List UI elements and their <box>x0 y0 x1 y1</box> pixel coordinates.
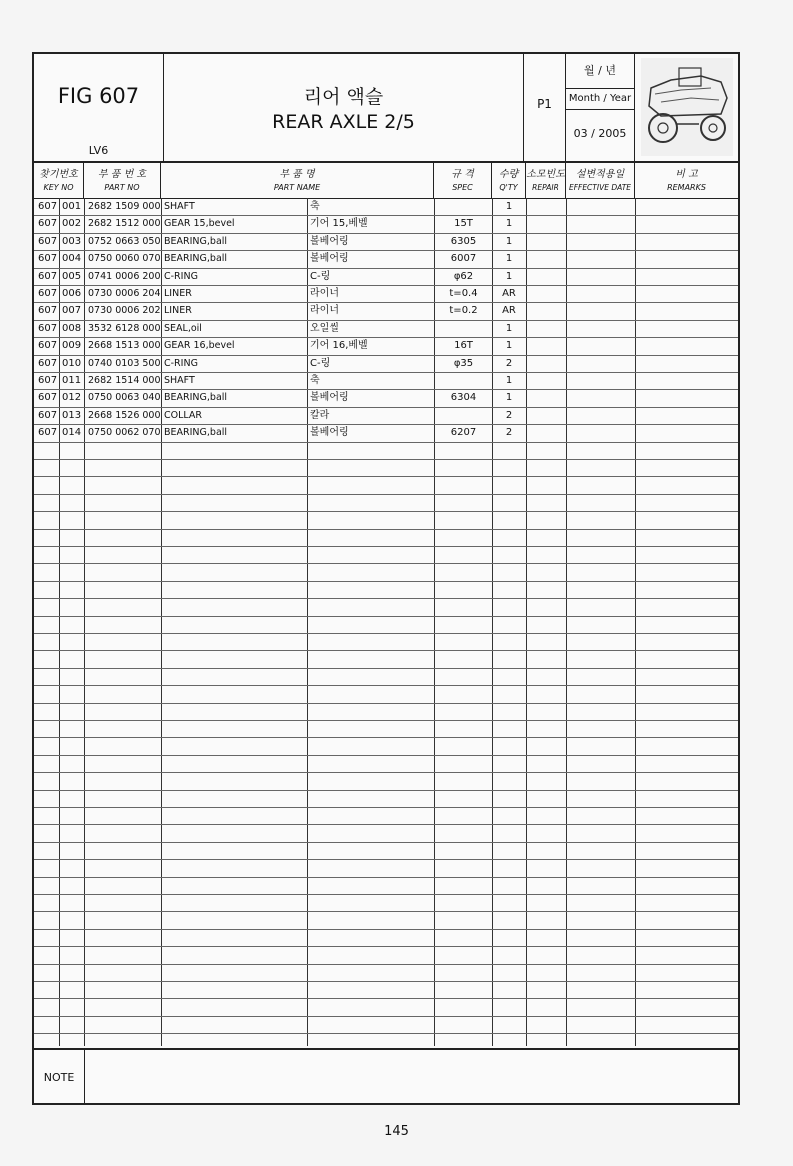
month-year-cell <box>566 54 635 161</box>
table-row <box>34 250 738 267</box>
row-line <box>34 650 738 651</box>
cell-fig: 607 <box>38 288 58 299</box>
row-line <box>34 877 738 878</box>
col-qty-ko: 수량 <box>498 169 519 180</box>
row-line <box>34 598 738 599</box>
cell-key-no: 001 <box>62 201 82 212</box>
row-line <box>34 842 738 843</box>
cell-key-no: 012 <box>62 392 82 404</box>
cell-part-name-ko: 기어 16,베벨 <box>310 340 368 352</box>
cell-part-name: LINER <box>164 288 192 299</box>
col-effective-en: EFFECTIVE DATE <box>568 183 632 192</box>
cell-key-no: 003 <box>62 235 82 247</box>
cell-part-name-ko: 축 <box>310 201 320 212</box>
col-spec-ko: 규 격 <box>451 169 474 180</box>
row-line <box>34 929 738 930</box>
col-remarks-en: REMARKS <box>667 183 706 192</box>
cell-part-no: 0741 0006 200 <box>88 270 161 282</box>
col-repair-en: REPAIR <box>532 183 559 192</box>
title-korean: 리어 액슬 <box>303 86 384 108</box>
col-repair <box>526 161 566 198</box>
model-label: LV6 <box>88 144 109 157</box>
row-line <box>34 790 738 791</box>
col-remarks-ko: 비 고 <box>675 169 698 180</box>
table-row <box>34 407 738 424</box>
col-spec-en: SPEC <box>452 183 473 192</box>
cell-part-no: 0752 0663 050 <box>88 235 161 247</box>
table-row <box>34 372 738 389</box>
cell-part-no: 2668 1526 000 <box>88 409 161 421</box>
cell-key-no: 011 <box>62 375 82 386</box>
cell-part-no: 0730 0006 202 <box>88 305 161 317</box>
cell-key-no: 002 <box>62 218 82 230</box>
cell-part-no: 0740 0103 500 <box>88 357 161 369</box>
cell-fig: 607 <box>38 305 58 317</box>
cell-qty: 1 <box>505 270 513 282</box>
row-line <box>34 755 738 756</box>
cell-key-no: 007 <box>62 305 82 317</box>
cell-part-no: 2682 1512 000 <box>88 218 161 230</box>
cell-part-name: BEARING,ball <box>164 235 228 247</box>
row-line <box>34 459 738 460</box>
row-line <box>34 824 738 825</box>
cell-qty: 2 <box>505 427 513 439</box>
table-row <box>34 424 738 441</box>
row-line <box>34 807 738 808</box>
cell-part-no: 0750 0060 070 <box>88 253 161 265</box>
fig-label: FIG 607 <box>57 84 140 108</box>
row-line <box>34 685 738 686</box>
cell-part-name: BEARING,ball <box>164 427 228 439</box>
cell-spec: 6304 <box>450 392 477 404</box>
col-qty <box>492 161 526 198</box>
table-row <box>34 337 738 354</box>
fig-cell <box>34 54 164 161</box>
cell-spec: 6207 <box>450 427 477 439</box>
row-line <box>34 476 738 477</box>
table-row <box>34 215 738 232</box>
cell-spec: 16T <box>454 340 473 352</box>
cell-part-name-ko: 라이너 <box>310 305 339 317</box>
table-row <box>34 320 738 337</box>
cell-part-no: 2668 1513 000 <box>88 340 161 352</box>
row-line <box>34 511 738 512</box>
tractor-illustration-icon <box>641 58 733 156</box>
row-line <box>34 1033 738 1034</box>
cell-qty: 1 <box>505 218 513 230</box>
cell-qty: 1 <box>505 375 513 386</box>
month-year-english: Month / Year <box>566 88 634 110</box>
cell-part-name-ko: 볼베어링 <box>310 427 349 439</box>
cell-qty: 1 <box>505 235 513 247</box>
page-number: 145 <box>384 1124 409 1139</box>
cell-spec: t=0.4 <box>449 288 478 299</box>
cell-spec: φ62 <box>453 270 474 282</box>
col-key-no-en: KEY NO <box>43 183 74 192</box>
col-repair-ko: 소모빈도 <box>526 169 565 180</box>
col-part-no-en: PART NO <box>104 183 140 192</box>
row-line <box>34 720 738 721</box>
cell-qty: AR <box>502 305 516 317</box>
cell-qty: 1 <box>505 322 513 334</box>
row-line <box>34 981 738 982</box>
cell-key-no: 009 <box>62 340 82 352</box>
cell-part-name: COLLAR <box>164 409 203 421</box>
cell-part-no: 0750 0063 040 <box>88 392 161 404</box>
cell-fig: 607 <box>38 235 58 247</box>
row-line <box>34 946 738 947</box>
row-line <box>34 964 738 965</box>
cell-part-name-ko: C-링 <box>310 357 331 369</box>
cell-part-name-ko: 볼베어링 <box>310 392 349 404</box>
cell-part-name-ko: 칼라 <box>310 409 330 421</box>
cell-key-no: 008 <box>62 322 82 334</box>
note-area <box>34 1048 738 1105</box>
cell-part-name: BEARING,ball <box>164 253 228 265</box>
cell-part-name: C-RING <box>164 357 198 369</box>
cell-qty: 1 <box>505 253 513 265</box>
row-line <box>34 442 738 443</box>
cell-fig: 607 <box>38 340 58 352</box>
col-part-name <box>161 161 434 198</box>
cell-fig: 607 <box>38 218 58 230</box>
cell-spec: 15T <box>454 218 473 230</box>
table-row <box>34 285 738 302</box>
table-row <box>34 302 738 319</box>
parts-sheet <box>32 52 740 1105</box>
row-line <box>34 737 738 738</box>
row-line <box>34 581 738 582</box>
row-line <box>34 563 738 564</box>
cell-spec: 6305 <box>450 235 477 247</box>
row-line <box>34 859 738 860</box>
cell-fig: 607 <box>38 409 58 421</box>
col-part-name-en: PART NAME <box>273 183 321 192</box>
cell-key-no: 010 <box>62 357 82 369</box>
cell-qty: 1 <box>505 392 513 404</box>
cell-part-name: SEAL,oil <box>164 322 202 334</box>
cell-fig: 607 <box>38 253 58 265</box>
cell-spec: 6007 <box>450 253 477 265</box>
cell-part-name-ko: C-링 <box>310 270 331 282</box>
col-key-no <box>34 161 84 198</box>
cell-qty: 1 <box>505 201 513 212</box>
month-year-korean: 월 / 년 <box>584 64 616 77</box>
cell-spec: t=0.2 <box>449 305 478 317</box>
parts-table-body <box>34 198 738 1046</box>
col-effective-date <box>566 161 635 198</box>
table-row <box>34 198 738 215</box>
cell-qty: 2 <box>505 357 513 369</box>
cell-part-name: GEAR 16,bevel <box>164 340 235 352</box>
cell-part-no: 0750 0062 070 <box>88 427 161 439</box>
cell-key-no: 005 <box>62 270 82 282</box>
row-line <box>34 911 738 912</box>
cell-qty: 2 <box>505 409 513 421</box>
cell-part-no: 2682 1509 000 <box>88 201 161 212</box>
col-key-no-ko: 찾기번호 <box>39 169 78 180</box>
row-line <box>34 668 738 669</box>
note-label: NOTE <box>34 1050 85 1105</box>
row-line <box>34 772 738 773</box>
cell-fig: 607 <box>38 201 58 212</box>
cell-fig: 607 <box>38 392 58 404</box>
cell-part-name: C-RING <box>164 270 198 282</box>
illustration-cell <box>635 54 738 161</box>
row-line <box>34 529 738 530</box>
title-cell <box>164 54 524 161</box>
cell-spec: φ35 <box>453 357 474 369</box>
col-remarks <box>635 161 738 198</box>
row-line <box>34 703 738 704</box>
cell-part-name-ko: 오일씰 <box>310 322 339 334</box>
cell-key-no: 013 <box>62 409 82 421</box>
cell-key-no: 006 <box>62 288 82 299</box>
cell-fig: 607 <box>38 270 58 282</box>
col-part-name-ko: 부 품 명 <box>279 169 315 180</box>
cell-fig: 607 <box>38 357 58 369</box>
row-line <box>34 633 738 634</box>
sheet-header <box>34 54 738 163</box>
cell-qty: 1 <box>505 340 513 352</box>
row-line <box>34 546 738 547</box>
table-row <box>34 233 738 250</box>
cell-key-no: 004 <box>62 253 82 265</box>
table-row <box>34 389 738 406</box>
cell-part-name-ko: 기어 15,베벨 <box>310 218 368 230</box>
title-english: REAR AXLE 2/5 <box>272 111 415 133</box>
cell-part-no: 0730 0006 204 <box>88 288 161 299</box>
cell-qty: AR <box>502 288 516 299</box>
col-qty-en: Q'TY <box>499 183 518 192</box>
col-part-no <box>84 161 161 198</box>
row-line <box>34 616 738 617</box>
table-row <box>34 355 738 372</box>
row-line <box>34 998 738 999</box>
cell-part-name-ko: 볼베어링 <box>310 253 349 265</box>
cell-fig: 607 <box>38 375 58 386</box>
cell-part-name: BEARING,ball <box>164 392 228 404</box>
cell-key-no: 014 <box>62 427 82 439</box>
cell-part-no: 2682 1514 000 <box>88 375 161 386</box>
row-line <box>34 894 738 895</box>
col-effective-ko: 설변적용일 <box>575 169 625 180</box>
col-spec <box>434 161 492 198</box>
cell-part-name: SHAFT <box>164 375 195 386</box>
col-part-no-ko: 부 품 번 호 <box>97 169 147 180</box>
cell-part-name: GEAR 15,bevel <box>164 218 235 230</box>
cell-part-name-ko: 볼베어링 <box>310 235 349 247</box>
row-line <box>34 494 738 495</box>
cell-part-name-ko: 라이너 <box>310 288 339 299</box>
cell-part-name-ko: 축 <box>310 375 320 386</box>
cell-part-name: SHAFT <box>164 201 195 212</box>
issue-date: 03 / 2005 <box>573 127 627 140</box>
page-code-cell <box>524 54 566 161</box>
cell-part-name: LINER <box>164 305 192 317</box>
column-header-row <box>34 161 738 199</box>
table-row <box>34 268 738 285</box>
cell-fig: 607 <box>38 322 58 334</box>
cell-fig: 607 <box>38 427 58 439</box>
row-line <box>34 1016 738 1017</box>
page-code: P1 <box>537 97 552 111</box>
cell-part-no: 3532 6128 000 <box>88 322 161 334</box>
